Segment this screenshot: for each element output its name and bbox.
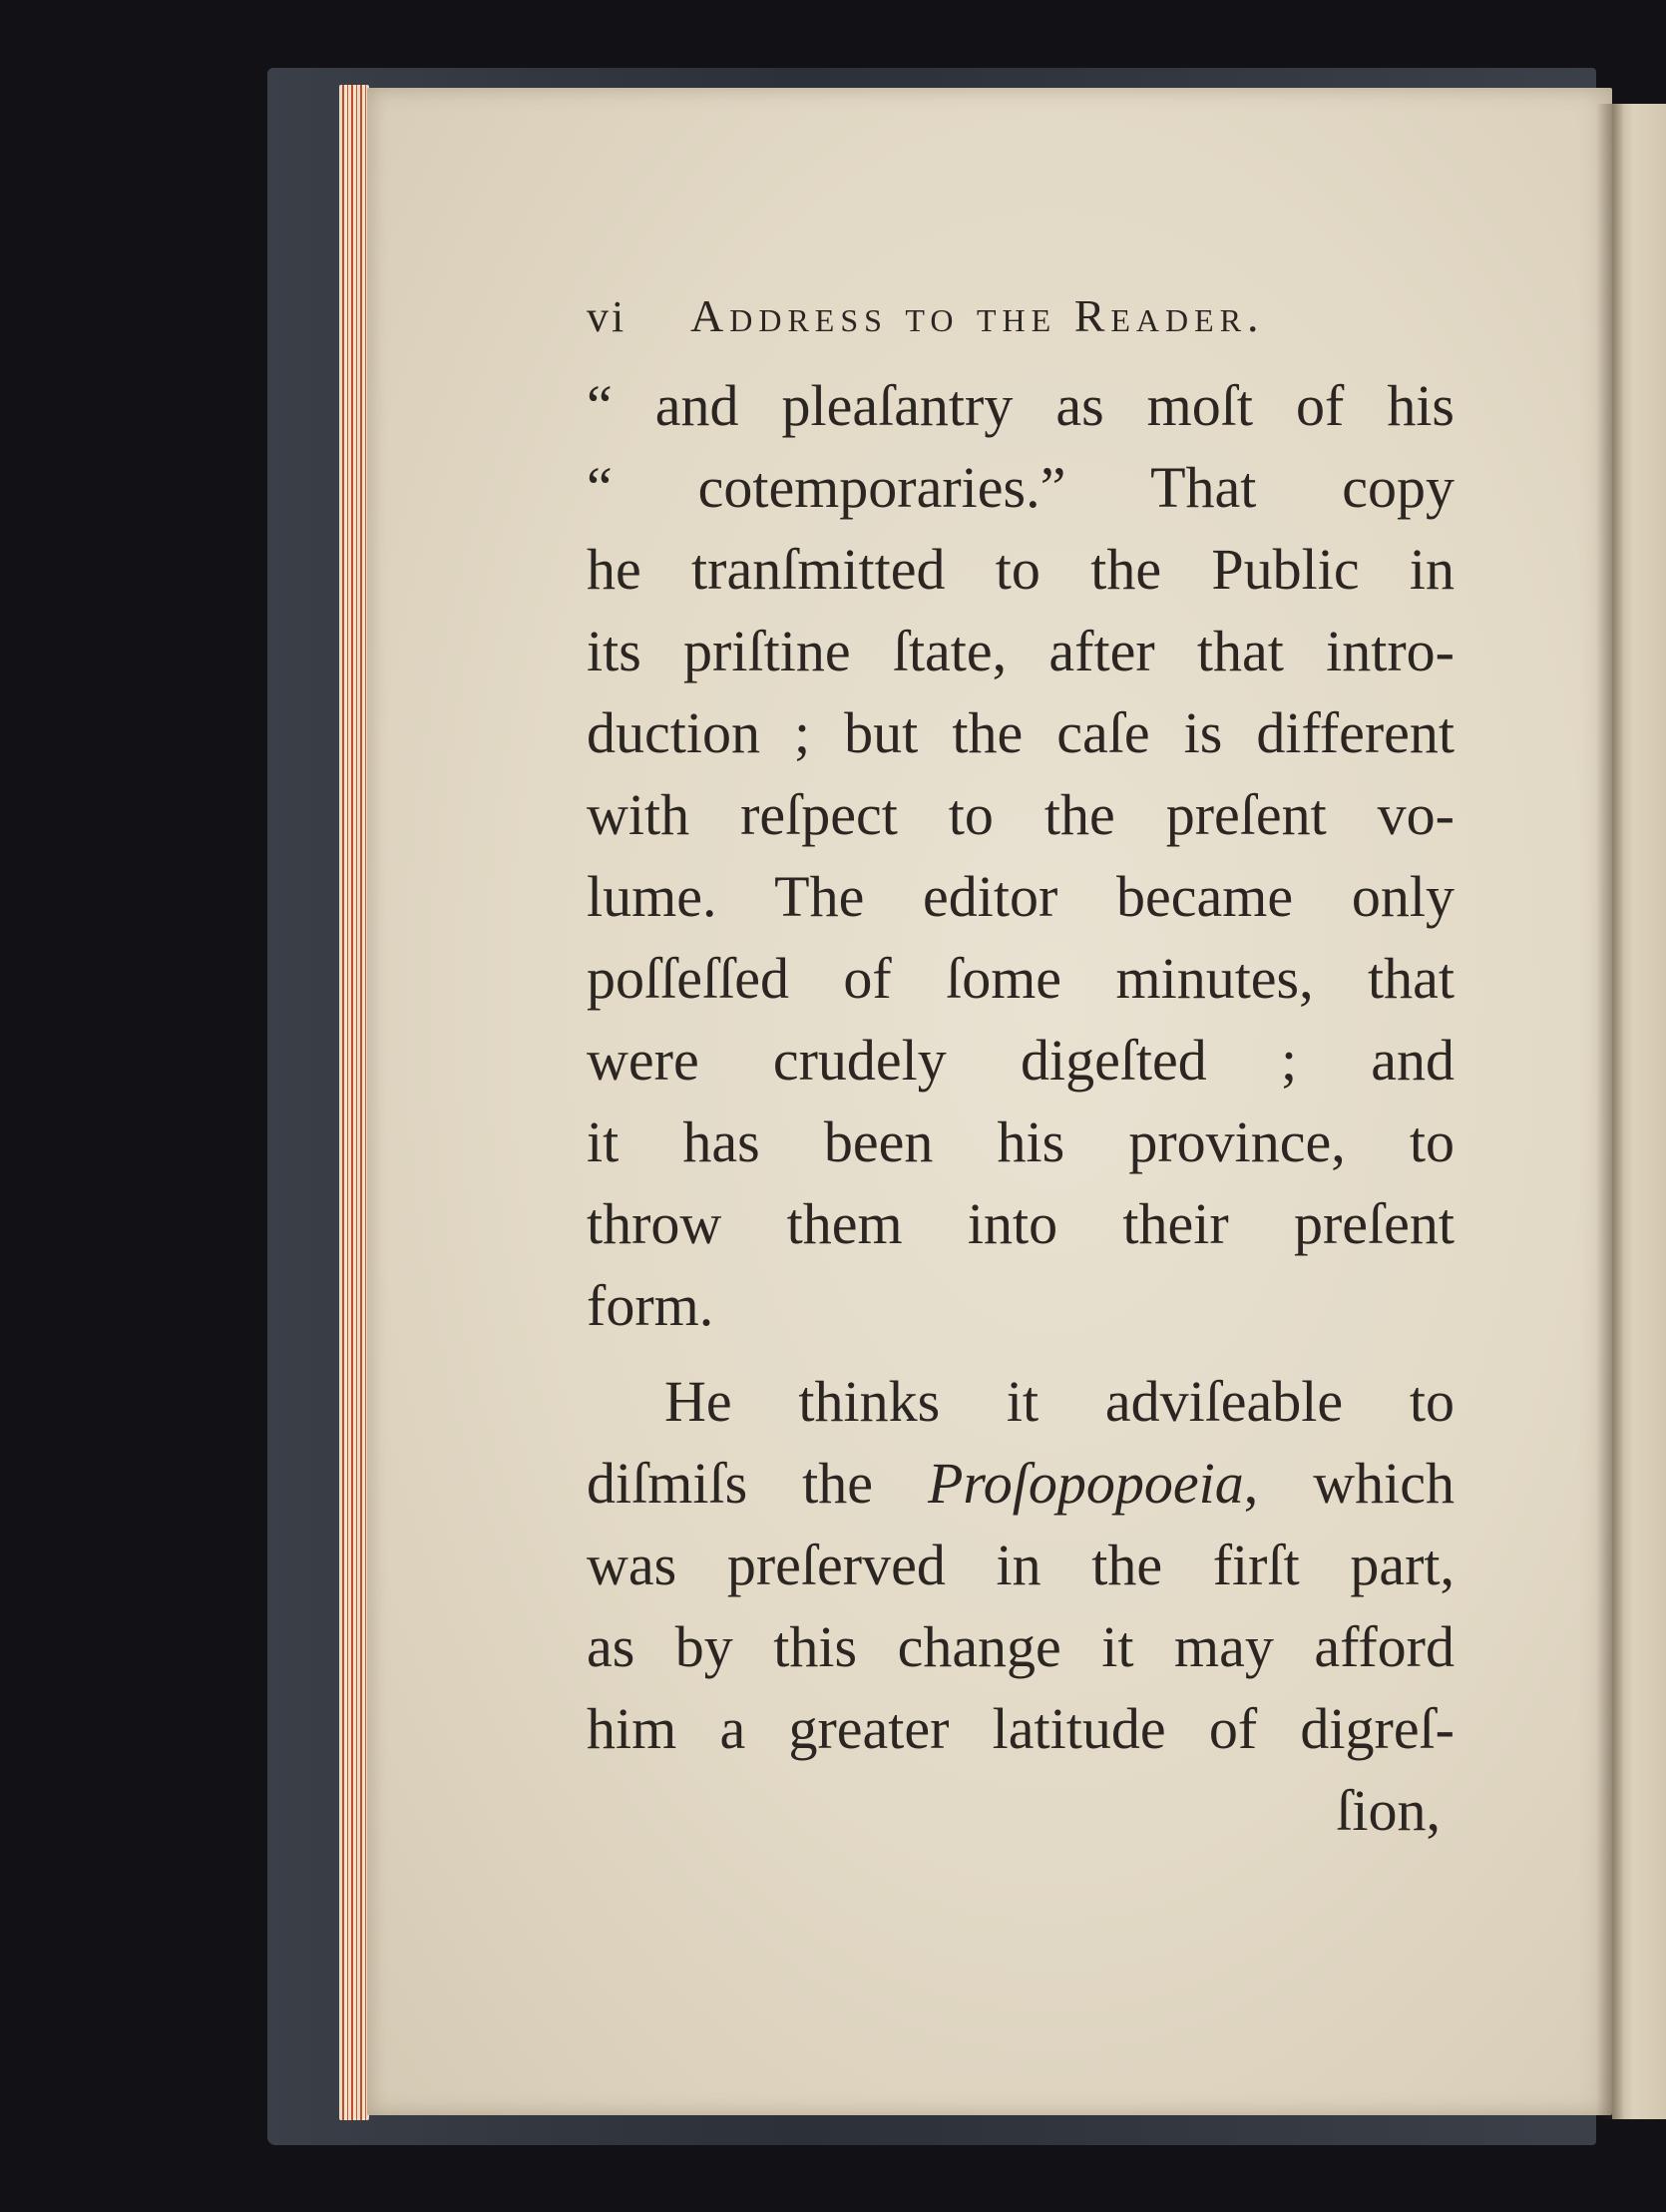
page-number: vi [587, 292, 627, 341]
running-title: Address to the Reader. [690, 290, 1265, 341]
page-edges [339, 85, 369, 2120]
text-line: he tranſmitted to the Public in [587, 537, 1455, 602]
text-line: were crudely digeſted ; and [587, 1028, 1455, 1093]
paragraph-2 [587, 1361, 1455, 1770]
text-span: , which [1243, 1451, 1455, 1516]
text-line: “ and pleaſantry as moſt of his [587, 373, 1455, 438]
text-line: as by this change it may afford [587, 1614, 1455, 1679]
text-line: “ cotemporaries.” That copy [587, 455, 1455, 520]
text-line: it has been his province, to [587, 1109, 1455, 1174]
running-head [587, 289, 1455, 351]
text-line: with reſpect to the preſent vo- [587, 782, 1455, 847]
page-text [587, 289, 1455, 1852]
text-line: duction ; but the caſe is different [587, 700, 1455, 765]
text-line: form. [587, 1273, 714, 1338]
text-line: throw them into their preſent [587, 1191, 1455, 1256]
italic-term: Proſopopoeia [927, 1451, 1244, 1516]
text-line: lume. The editor became only [587, 864, 1455, 929]
text-line [587, 1443, 1455, 1525]
gutter-shadow [1596, 104, 1624, 2119]
paragraph-1 [587, 365, 1455, 1347]
text-line: He thinks it adviſeable to [664, 1369, 1455, 1434]
text-line: was preſerved in the firſt part, [587, 1533, 1455, 1597]
text-line: its priſtine ſtate, after that intro- [587, 619, 1455, 683]
catchword: ſion, [1336, 1778, 1441, 1843]
text-line: him a greater latitude of digreſ- [587, 1696, 1455, 1761]
text-span: diſmiſs the [587, 1451, 928, 1516]
text-line: poſſeſſed of ſome minutes, that [587, 946, 1455, 1011]
